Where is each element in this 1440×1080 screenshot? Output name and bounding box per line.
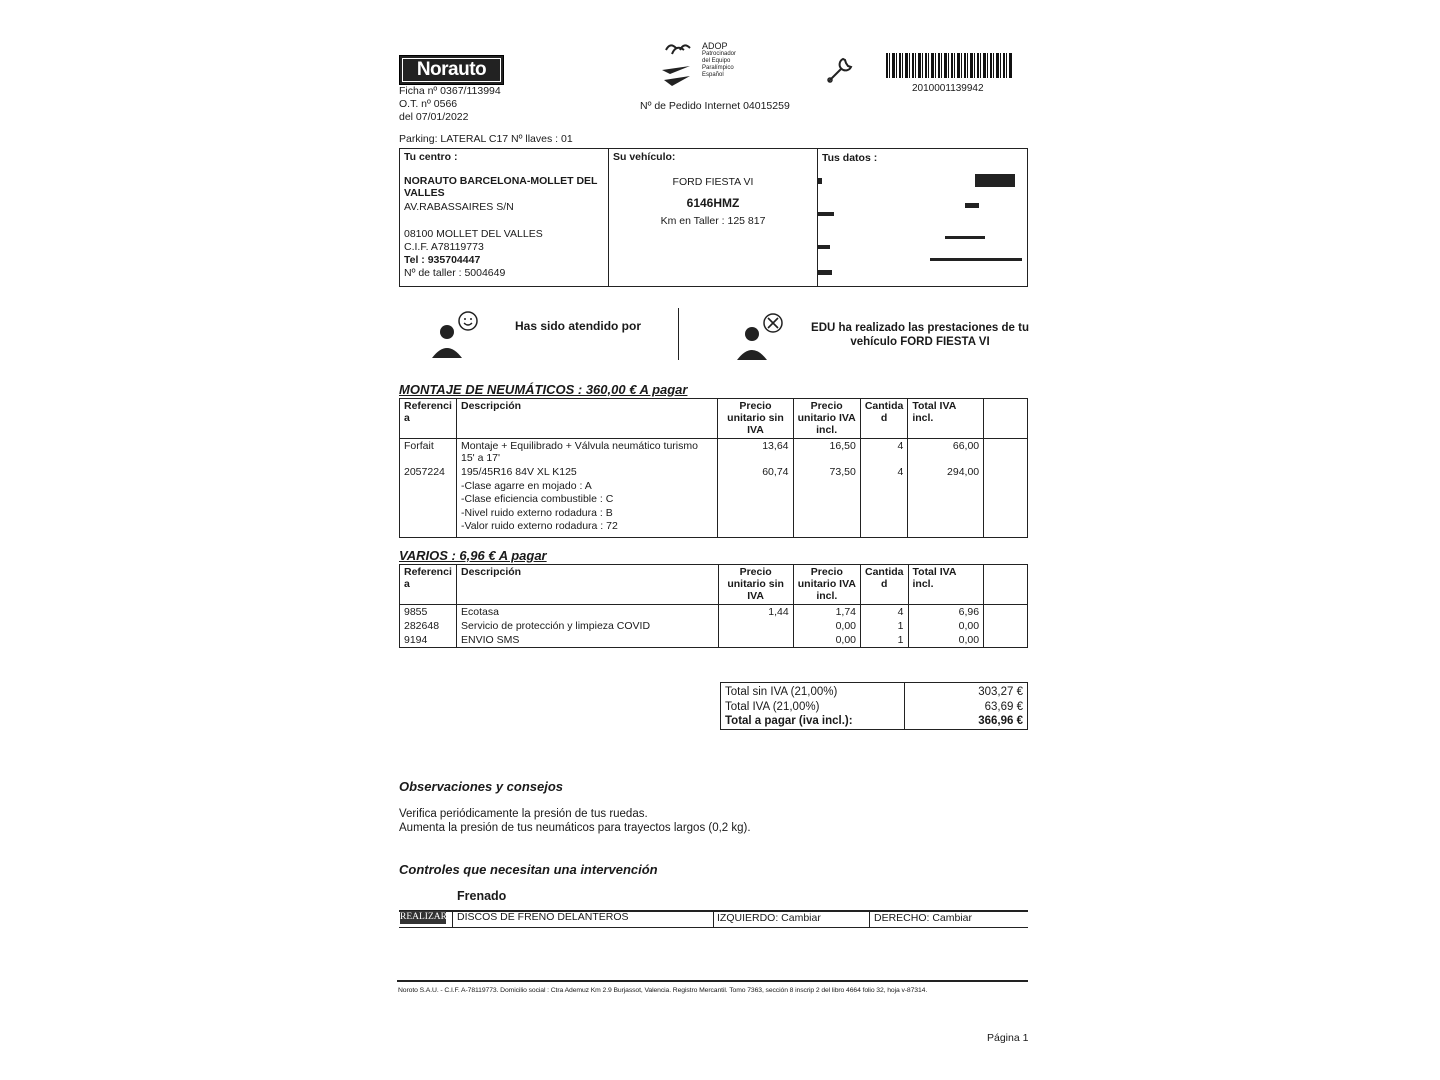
table-row <box>400 633 1028 648</box>
frenado-subtitle: Frenado <box>457 889 507 903</box>
desc-cell <box>456 465 717 537</box>
internet-order-number: Nº de Pedido Internet 04015259 <box>640 100 790 112</box>
empty-cell <box>984 439 1028 466</box>
col-header-empty <box>984 399 1028 439</box>
total-pagar: 366,96 € <box>978 715 1023 727</box>
total-sin-iva: 303,27 € <box>978 686 1023 698</box>
observaciones-text <box>399 807 751 835</box>
centro-city: 08100 MOLLET DEL VALLES <box>404 228 543 240</box>
control-item: DISCOS DE FRENO DELANTEROS <box>457 911 629 923</box>
vehicle-plate: 6146HMZ <box>686 196 740 210</box>
total-pagar-label: Total a pagar (iva incl.): <box>725 715 853 727</box>
total-cell: 0,00 <box>908 619 984 633</box>
desc-cell: Servicio de protección y limpieza COVID <box>456 619 718 633</box>
col-header: Cantida d <box>860 399 908 439</box>
price-cell: 0,00 <box>793 633 860 648</box>
col-header: Precio unitario IVA incl. <box>793 565 860 605</box>
price-cell: 60,74 <box>718 465 793 537</box>
table-row <box>400 439 1028 466</box>
montaje-title: MONTAJE DE NEUMÁTICOS : 360,00 € A pagar <box>399 382 688 397</box>
col-header-empty <box>984 565 1028 605</box>
price-cell <box>718 619 793 633</box>
table-row <box>400 605 1028 620</box>
montaje-table <box>399 398 1028 538</box>
col-header: Total IVA incl. <box>908 565 984 605</box>
redaction <box>818 270 832 275</box>
ref-cell: 2057224 <box>400 465 457 537</box>
mechanic-icon <box>735 312 785 362</box>
col-header: Referenci a <box>400 565 457 605</box>
barcode <box>886 53 1012 78</box>
divider <box>678 308 679 360</box>
qty-cell: 1 <box>861 633 909 648</box>
ref-cell: 9194 <box>400 633 457 648</box>
divider <box>452 910 453 927</box>
price-cell: 16,50 <box>793 439 860 466</box>
price-cell: 1,44 <box>718 605 793 620</box>
sponsor-text <box>702 42 736 79</box>
total-cell: 66,00 <box>908 439 984 466</box>
parking-info: Parking: LATERAL C17 Nº llaves : 01 <box>399 133 573 145</box>
col-header: Precio unitario sin IVA <box>718 565 793 605</box>
centro-name: NORAUTO BARCELONA-MOLLET DEL VALLES <box>404 175 598 199</box>
centro-cif: C.I.F. A78119773 <box>404 241 484 253</box>
prestaciones-line: vehículo FORD FIESTA VI <box>850 336 990 348</box>
qty-cell: 1 <box>861 619 909 633</box>
redaction <box>818 212 834 216</box>
price-cell: 73,50 <box>793 465 860 537</box>
centro-label: Tu centro : <box>404 151 458 163</box>
price-cell: 13,64 <box>718 439 793 466</box>
col-header: Descripción <box>456 399 717 439</box>
sponsor-line: del Equipo <box>702 58 731 64</box>
vehicle-km: Km en Taller : 125 817 <box>660 215 766 227</box>
atendido-text: Has sido atendido por <box>515 319 642 333</box>
table-header-row <box>400 399 1028 439</box>
col-header: Cantida d <box>861 565 909 605</box>
col-header: Precio unitario sin IVA <box>718 399 793 439</box>
footer-rule <box>397 980 1028 982</box>
desc-line: -Clase agarre en mojado : A <box>460 479 592 492</box>
total-cell: 6,96 <box>908 605 984 620</box>
redaction <box>975 174 1015 187</box>
total-sin-iva-label: Total sin IVA (21,00%) <box>725 686 838 698</box>
varios-title: VARIOS : 6,96 € A pagar <box>399 548 547 563</box>
totals-values <box>905 685 1023 729</box>
total-cell: 294,00 <box>908 465 984 537</box>
paralympic-logo-icon <box>660 40 696 92</box>
ref-cell: 9855 <box>400 605 457 620</box>
footer-legal: Noroto S.A.U. - C.I.F. A-78119773. Domicilio social : Ctra Ademuz Km 2.9 Burjassot, Valencia. Registro Mercantil. Tomo 7363, sección 8 inscrip 2 del libro 4664 folio 32, hoja v-87314. <box>398 987 928 994</box>
col-header: Referenci a <box>400 399 457 439</box>
sponsor-line: Patrocinador <box>702 51 737 57</box>
price-cell <box>718 633 793 648</box>
qty-cell: 4 <box>860 439 908 466</box>
sponsor-line: ADOP <box>702 41 728 51</box>
totals-labels <box>725 685 853 729</box>
centro-tel: Tel : 935704447 <box>404 254 481 266</box>
control-der: DERECHO: Cambiar <box>874 912 973 924</box>
user-smile-icon <box>430 310 480 360</box>
realizar-badge: REALIZAR <box>400 912 447 922</box>
desc-cell: Montaje + Equilibrado + Válvula neumático turismo 15' a 17' <box>456 439 717 466</box>
redaction <box>965 203 979 208</box>
redaction <box>818 245 830 249</box>
desc-line: 195/45R16 84V XL K125 <box>460 466 577 478</box>
divider <box>608 148 609 287</box>
datos-label: Tus datos : <box>822 152 878 164</box>
wrench-icon <box>825 55 855 85</box>
price-cell: 1,74 <box>793 605 860 620</box>
controles-title: Controles que necesitan una intervención <box>399 862 658 877</box>
centro-taller: Nº de taller : 5004649 <box>404 267 506 279</box>
observaciones-title: Observaciones y consejos <box>399 779 564 794</box>
observacion-line: Aumenta la presión de tus neumáticos para trayectos largos (0,2 kg). <box>399 822 751 834</box>
redaction <box>818 178 822 184</box>
barcode-number: 2010001139942 <box>912 83 984 94</box>
varios-table <box>399 564 1028 648</box>
redaction <box>930 258 1022 261</box>
total-iva: 63,69 € <box>984 700 1023 713</box>
desc-cell: Ecotasa <box>456 605 718 620</box>
centro-address: AV.RABASSAIRES S/N <box>404 201 514 213</box>
sponsor-line: Paralímpico <box>702 65 734 71</box>
col-header: Total IVA incl. <box>908 399 984 439</box>
redaction <box>945 236 985 239</box>
ficha-number: Ficha nº 0367/113994 <box>399 85 501 97</box>
total-iva-label: Total IVA (21,00%) <box>725 700 820 713</box>
page-number: Página 1 <box>987 1032 1029 1044</box>
total-cell: 0,00 <box>908 633 984 648</box>
ot-number: O.T. nº 0566 <box>399 98 458 110</box>
desc-cell: ENVIO SMS <box>456 633 718 648</box>
vehicle-model: FORD FIESTA VI <box>672 176 754 188</box>
empty-cell <box>984 465 1028 537</box>
prestaciones-line: EDU ha realizado las prestaciones de tu <box>811 322 1029 334</box>
prestaciones-text <box>790 321 1050 349</box>
empty-cell <box>984 605 1028 620</box>
divider <box>869 910 870 927</box>
empty-cell <box>984 633 1028 648</box>
ref-cell: Forfait <box>400 439 457 466</box>
desc-line: -Valor ruido externo rodadura : 72 <box>460 520 618 532</box>
sponsor-line: Español <box>702 72 724 78</box>
desc-line: -Clase eficiencia combustible : C <box>460 493 614 505</box>
norauto-logo: Norauto <box>399 55 504 85</box>
order-date: del 07/01/2022 <box>399 111 469 123</box>
divider <box>713 910 714 927</box>
desc-line: -Nivel ruido externo rodadura : B <box>460 506 613 519</box>
table-header-row <box>400 565 1028 605</box>
table-row <box>400 465 1028 537</box>
table-row <box>400 619 1028 633</box>
col-header: Descripción <box>456 565 718 605</box>
col-header: Precio unitario IVA incl. <box>793 399 860 439</box>
control-izq: IZQUIERDO: Cambiar <box>717 912 821 924</box>
vehiculo-label: Su vehículo: <box>613 151 676 163</box>
empty-cell <box>984 619 1028 633</box>
price-cell: 0,00 <box>793 619 860 633</box>
controls-bottom-rule <box>399 927 1028 928</box>
qty-cell: 4 <box>861 605 909 620</box>
observacion-line: Verifica periódicamente la presión de tus ruedas. <box>399 808 648 820</box>
qty-cell: 4 <box>860 465 908 537</box>
divider <box>817 148 818 287</box>
ref-cell: 282648 <box>400 619 457 633</box>
